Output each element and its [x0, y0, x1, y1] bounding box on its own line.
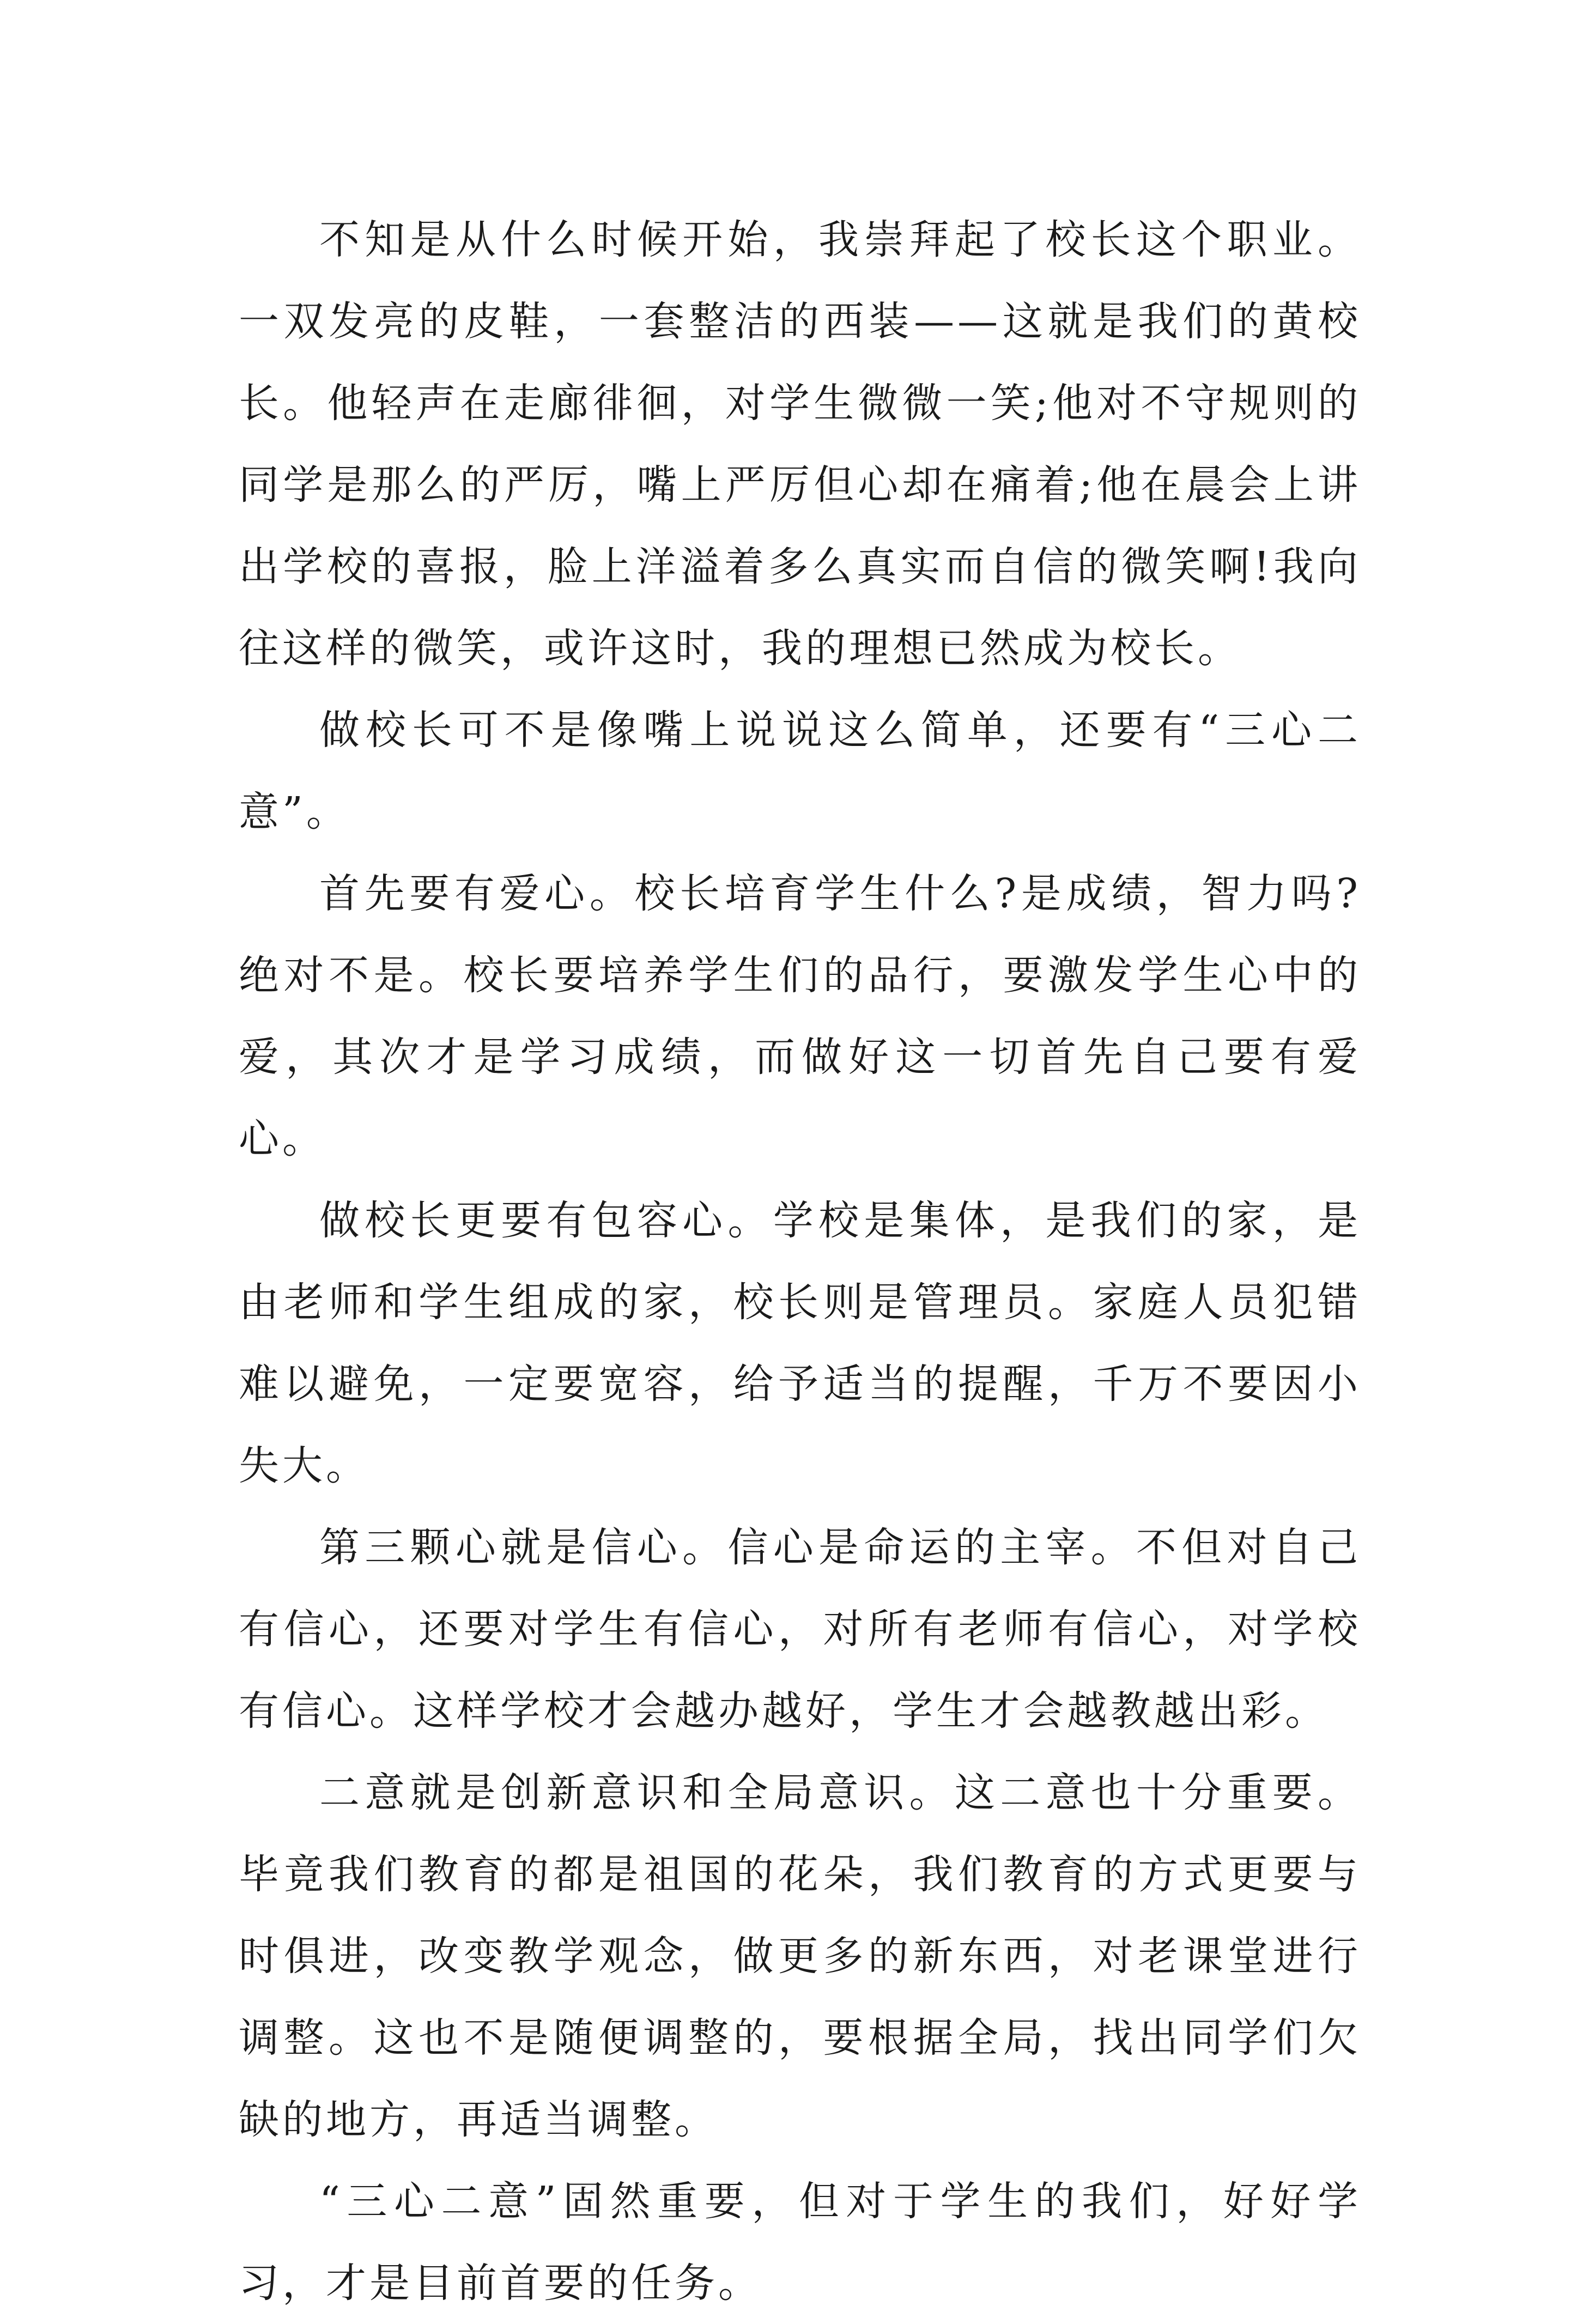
paragraph-love: 首先要有爱心。校长培育学生什么?是成绩，智力吗?绝对不是。校长要培养学生们的品行，要激发学生心中的爱，其次才是学习成绩，而做好这一切首先自己要有爱心。 [239, 870, 1361, 1162]
paragraph-conclusion: “三心二意”固然重要，但对于学生的我们，好好学习，才是目前首要的任务。 [239, 2178, 1361, 2307]
paragraph-three-hearts-intro: 做校长可不是像嘴上说说这么简单，还要有“三心二意”。 [239, 707, 1361, 835]
paragraph-two-awareness: 二意就是创新意识和全局意识。这二意也十分重要。毕竟我们教育的都是祖国的花朵，我们教育的方式更要与时俱进，改变教学观念，做更多的新东西，对老课堂进行调整。这也不是随便调整的，要根据全局，找出同学们欠缺的地方，再适当调整。 [239, 1769, 1361, 2143]
paragraph-admiration: 不知是从什么时候开始，我崇拜起了校长这个职业。一双发亮的皮鞋，一套整洁的西装——这就是我们的黄校长。他轻声在走廊徘徊，对学生微微一笑;他对不守规则的同学是那么的严厉，嘴上严厉但心却在痛着;他在晨会上讲出学校的喜报，脸上洋溢着多么真实而自信的微笑啊!我向往这样的微笑，或许这时，我的理想已然成为校长。 [239, 216, 1361, 672]
essay-body [239, 199, 1361, 2324]
paragraph-tolerance: 做校长更要有包容心。学校是集体，是我们的家，是由老师和学生组成的家，校长则是管理员。家庭人员犯错难以避免，一定要宽容，给予适当的提醒，千万不要因小失大。 [239, 1197, 1361, 1489]
paragraph-confidence: 第三颗心就是信心。信心是命运的主宰。不但对自己有信心，还要对学生有信心，对所有老师有信心，对学校有信心。这样学校才会越办越好，学生才会越教越出彩。 [239, 1524, 1361, 1734]
